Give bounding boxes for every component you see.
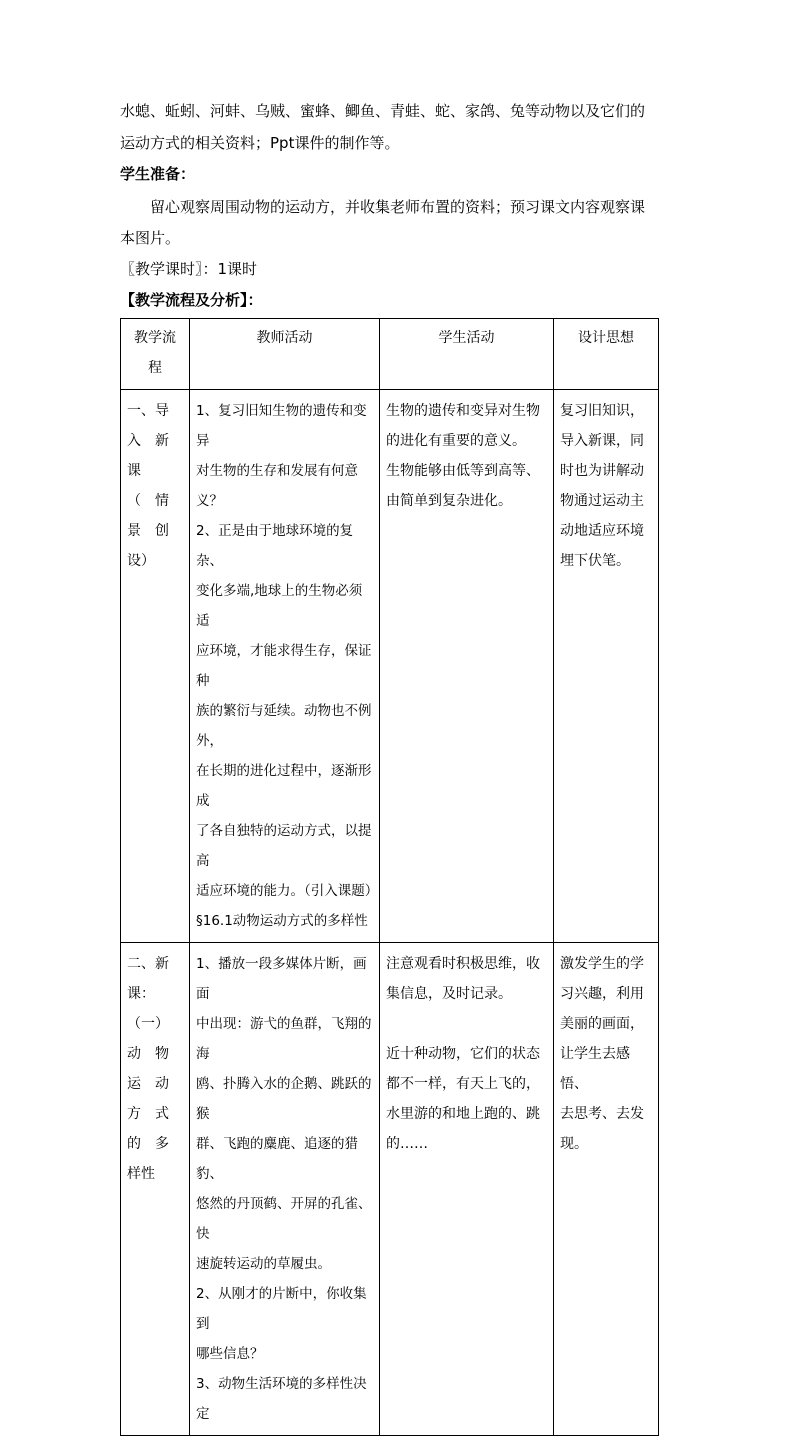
stage-line: 设） xyxy=(127,553,155,569)
stage-line: 方 式 xyxy=(127,1106,169,1122)
table-header-row xyxy=(121,319,659,390)
stage-line: 景 创 xyxy=(127,523,169,539)
table-row xyxy=(121,390,659,943)
design-line: 习兴趣，利用 xyxy=(560,986,644,1002)
teacher-line: 在长期的进化过程中，逐渐形成 xyxy=(196,763,372,809)
student-prep-line-1: 留心观察周围动物的运动方，并收集老师布置的资料；预习课文内容观察课 xyxy=(150,198,646,216)
design-line: 时也为讲解动 xyxy=(560,463,644,479)
stage-line: 二、新 xyxy=(127,956,169,972)
teacher-line: 适应环境的能力。（引入课题） xyxy=(196,883,379,899)
stage-line: 入 新 xyxy=(127,433,169,449)
teacher-line: 群、飞跑的麋鹿、追逐的猎豹、 xyxy=(196,1136,358,1182)
teacher-line: 变化多端,地球上的生物必须适 xyxy=(196,583,363,629)
teacher-line: 哪些信息？ xyxy=(196,1346,264,1362)
stage-cell xyxy=(121,390,190,943)
student-line xyxy=(386,1009,547,1039)
teacher-line: 族的繁衍与延续。动物也不例外， xyxy=(196,703,372,749)
teacher-cell xyxy=(190,390,380,943)
design-line: 复习旧知识， xyxy=(560,403,644,419)
student-cell xyxy=(380,943,554,1436)
stage-line: 动 物 xyxy=(127,1046,169,1062)
stage-line: （一） xyxy=(127,1016,169,1032)
teacher-line: 3、动物生活环境的多样性决定 xyxy=(196,1376,367,1422)
header-teacher: 教师活动 xyxy=(190,319,380,390)
student-prep-line-2: 本图片。 xyxy=(120,229,181,247)
student-line: 生物的遗传和变异对生物 xyxy=(386,403,540,419)
stage-line: 一、导 xyxy=(127,403,169,419)
header-stage-line: 教学流 xyxy=(134,330,176,346)
student-line: 由简单到复杂进化。 xyxy=(386,493,512,509)
design-line: 动地适应环境 xyxy=(560,523,644,539)
header-stage xyxy=(121,319,190,390)
teacher-line: 1、复习旧知生物的遗传和变异 xyxy=(196,403,367,449)
header-student: 学生活动 xyxy=(380,319,554,390)
design-line: 让学生去感悟、 xyxy=(560,1046,630,1092)
teacher-line: 了各自独特的运动方式，以提高 xyxy=(196,823,372,869)
intro-line-2: 运动方式的相关资料；Ppt课件的制作等。 xyxy=(120,134,400,152)
stage-line: 的 多 xyxy=(127,1136,169,1152)
design-line: 导入新课，同 xyxy=(560,433,644,449)
teacher-line: 中出现：游弋的鱼群，飞翔的海 xyxy=(196,1016,372,1062)
stage-line: （ 情 xyxy=(127,493,169,509)
design-line: 物通过运动主 xyxy=(560,493,644,509)
teacher-line: 对生物的生存和发展有何意义？ xyxy=(196,463,358,509)
design-cell xyxy=(554,390,659,943)
stage-line: 样性 xyxy=(127,1166,155,1182)
design-line: 激发学生的学 xyxy=(560,956,644,972)
stage-line: 运 动 xyxy=(127,1076,169,1092)
teacher-line: 2、正是由于地球环境的复杂、 xyxy=(196,523,354,569)
intro-line-1: 水螅、蚯蚓、河蚌、乌贼、蜜蜂、鲫鱼、青蛙、蛇、家鸽、兔等动物以及它们的 xyxy=(120,102,646,120)
teacher-line: 应环境，才能求得生存，保证种 xyxy=(196,643,372,689)
stage-line: 课 xyxy=(127,463,141,479)
design-line: 埋下伏笔。 xyxy=(560,553,630,569)
student-line: 近十种动物，它们的状态 xyxy=(386,1046,540,1062)
teacher-line: 速旋转运动的草履虫。 xyxy=(196,1256,331,1272)
teacher-line: 2、从刚才的片断中，你收集到 xyxy=(196,1286,367,1332)
flow-heading: 【教学流程及分析】： xyxy=(120,291,263,309)
student-line: 都不一样，有天上飞的， xyxy=(386,1076,540,1092)
design-cell xyxy=(554,943,659,1436)
design-line: 去思考、去发 xyxy=(560,1106,644,1122)
teacher-line: 1、播放一段多媒体片断，画面 xyxy=(196,956,367,1002)
student-line: 的进化有重要的意义。 xyxy=(386,433,526,449)
student-cell xyxy=(380,390,554,943)
header-stage-line: 程 xyxy=(148,360,162,376)
design-line: 美丽的画面， xyxy=(560,1016,644,1032)
student-line: 的…… xyxy=(386,1136,428,1152)
header-design: 设计思想 xyxy=(554,319,659,390)
student-line: 生物能够由低等到高等、 xyxy=(386,463,540,479)
stage-cell xyxy=(121,943,190,1436)
teacher-line: 悠然的丹顶鹤、开屏的孔雀、快 xyxy=(196,1196,372,1242)
student-line: 注意观看时积极思维，收 xyxy=(386,956,540,972)
design-line: 现。 xyxy=(560,1136,588,1152)
table-row xyxy=(121,943,659,1436)
student-line: 水里游的和地上跑的、跳 xyxy=(386,1106,540,1122)
class-hours: 〖教学课时〗：1课时 xyxy=(120,260,258,278)
student-line: 集信息，及时记录。 xyxy=(386,986,512,1002)
teacher-cell xyxy=(190,943,380,1436)
teacher-line: §16.1动物运动方式的多样性 xyxy=(196,913,368,929)
teacher-line: 鸥、扑腾入水的企鹅、跳跃的猴 xyxy=(196,1076,372,1122)
stage-line: 课： xyxy=(127,986,155,1002)
student-prep-heading: 学生准备： xyxy=(120,165,196,183)
teaching-flow-table xyxy=(120,318,659,1436)
